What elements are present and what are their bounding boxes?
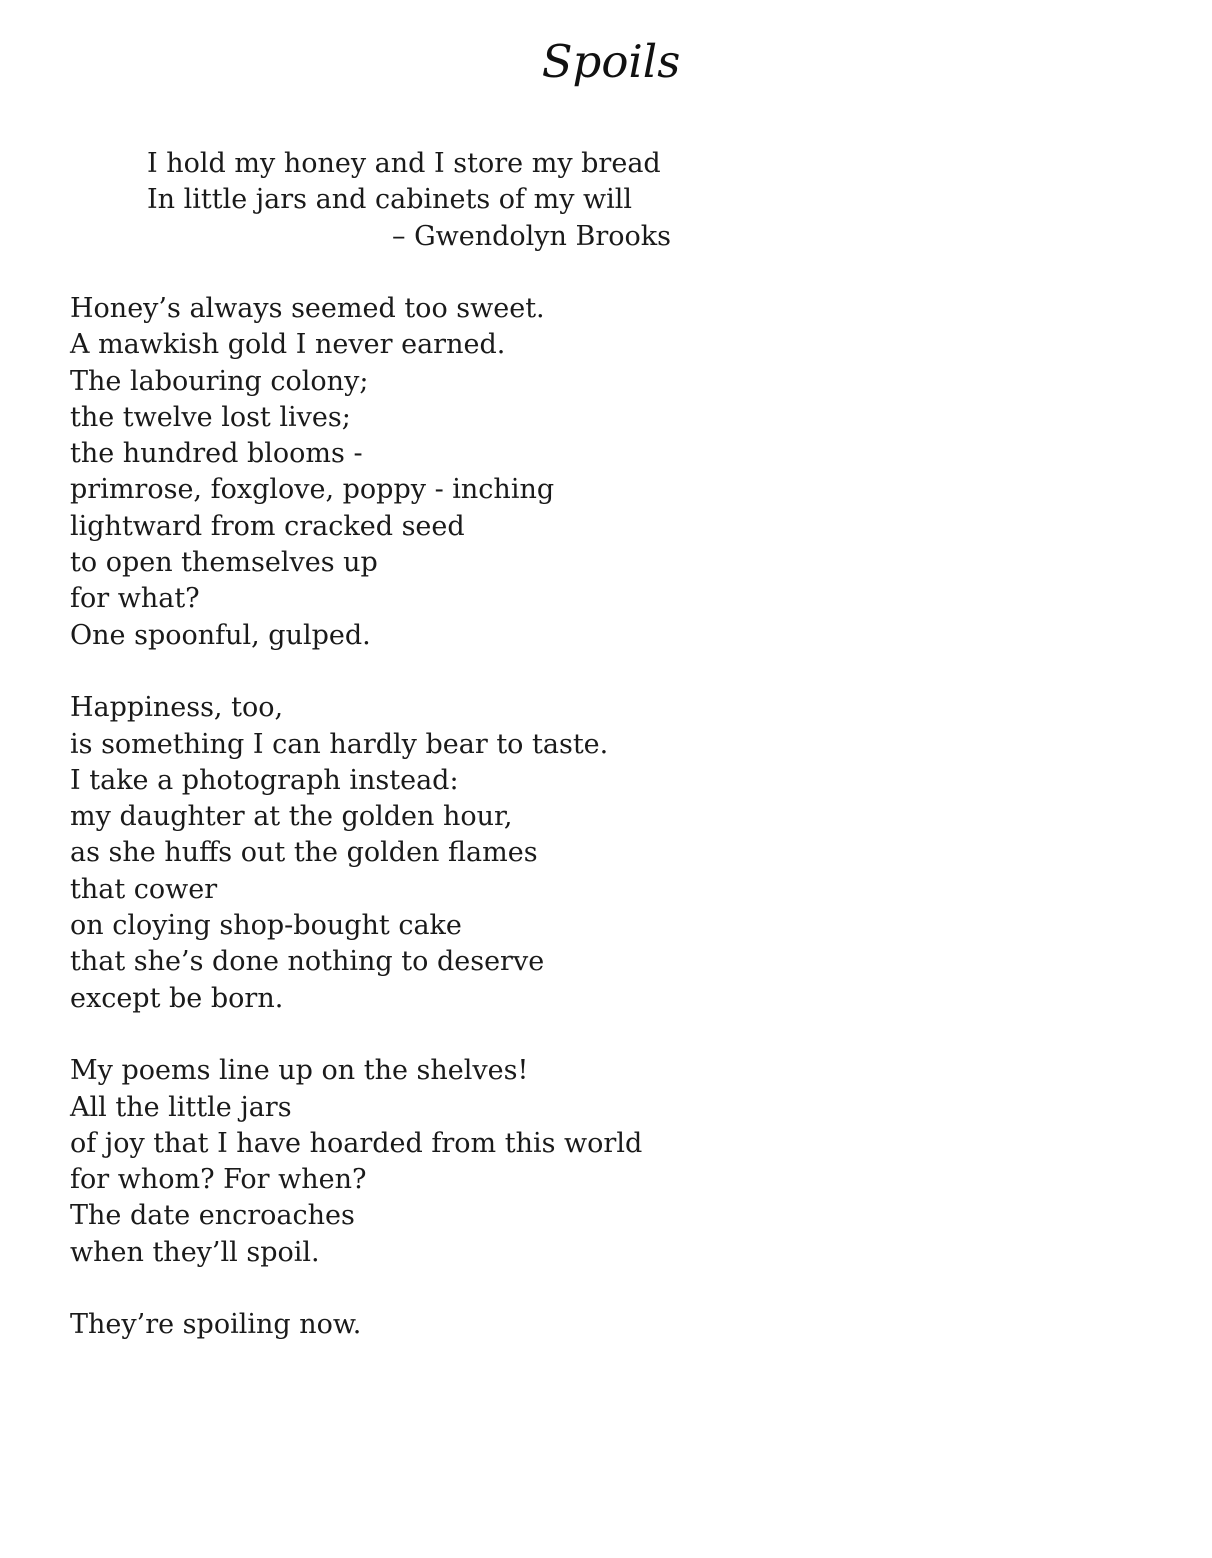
stanza-4 [70,1307,1170,1343]
poem-line: when they’ll spoil. [70,1236,320,1268]
poem-line: Happiness, too, [70,692,284,724]
stanza-2 [70,690,1170,1017]
poem-line: for what? [70,583,200,615]
poem-line: The labouring colony; [70,365,369,397]
poem-line: to open themselves up [70,547,378,579]
poem-line: that she’s done nothing to deserve [70,946,545,978]
poem-line: except be born. [70,982,284,1014]
stanza-3 [70,1053,1170,1271]
poem-line: Honey’s always seemed too sweet. [70,293,545,324]
poem-line: My poems line up on the shelves! [70,1055,529,1087]
epigraph [147,146,671,255]
poem-line: of joy that I have hoarded from this world [70,1127,643,1159]
poem-line: The date encroaches [70,1200,355,1232]
stanza-1 [70,291,1170,654]
poem-line: the hundred blooms - [70,438,363,470]
poem-line: One spoonful, gulped. [70,619,371,651]
poem-line: primrose, foxglove, poppy - inching [70,474,555,506]
epigraph-line: I hold my honey and I store my bread [147,148,661,179]
poem-line: lightward from cracked seed [70,510,465,542]
poem-line: as she huffs out the golden flames [70,837,538,869]
poem-line: that cower [70,873,218,905]
epigraph-attribution: – Gwendolyn Brooks [391,220,671,252]
poem-body [70,291,1170,1380]
poem-line: on cloying shop-bought cake [70,910,462,942]
poem-line: is something I can hardly bear to taste. [70,728,609,760]
poem-line: the twelve lost lives; [70,401,351,433]
poem-line: for whom? For when? [70,1164,367,1196]
poem-line: I take a photograph instead: [70,764,459,796]
poem-line: my daughter at the golden hour, [70,801,513,833]
poem-line: A mawkish gold I never earned. [70,329,506,361]
poem-line: All the little jars [70,1091,292,1123]
poem-line: They’re spoiling now. [70,1309,362,1341]
poem-title: Spoils [541,35,681,88]
epigraph-line: In little jars and cabinets of my will [147,184,633,216]
